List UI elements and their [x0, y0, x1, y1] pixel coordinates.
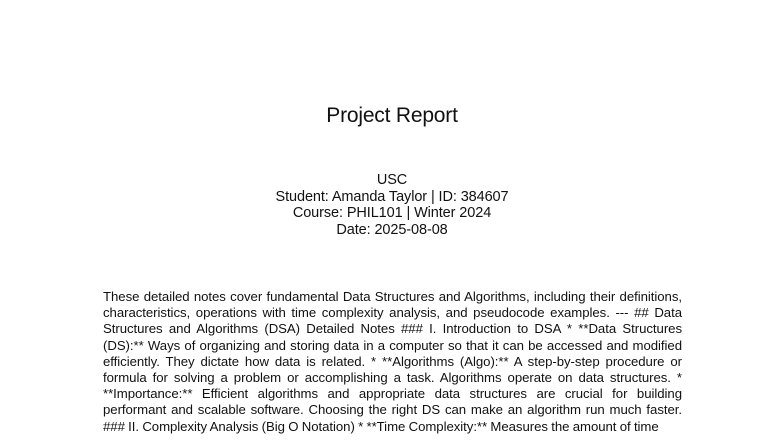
institution-line: USC — [376, 172, 408, 188]
course-line: Course: PHIL101 | Winter 2024 — [292, 205, 492, 221]
document-title: Project Report — [326, 104, 458, 127]
body-paragraph: These detailed notes cover fundamental Data Structures and Algorithms, including their definitions, characteristics, operations with time complexity analysis, and pseudocode examples. --- ## Data Structures and Algorithms (DSA) Detailed Notes ### I. Introduction to DSA * **Data Structures (DS):** Ways of organizing and storing data in a computer so that it can be accessed and modified efficiently. They dictate how data is related. * **Algorithms (Algo):** A step-by-step procedure or formula for solving a problem or accomplishing a task. Algorithms operate on data structures. * **Importance:** Efficient algorithms and appropriate data structures are crucial for building performant and scalable software. Choosing the right DS can make an algorithm run much faster. ### II. Complexity Analysis (Big O Notation) * **Time Complexity:** Measures the amount of time — [103, 289, 682, 434]
document-meta — [0, 172, 784, 238]
date-line: Date: 2025-08-08 — [336, 221, 448, 238]
student-line: Student: Amanda Taylor | ID: 384607 — [275, 188, 509, 205]
